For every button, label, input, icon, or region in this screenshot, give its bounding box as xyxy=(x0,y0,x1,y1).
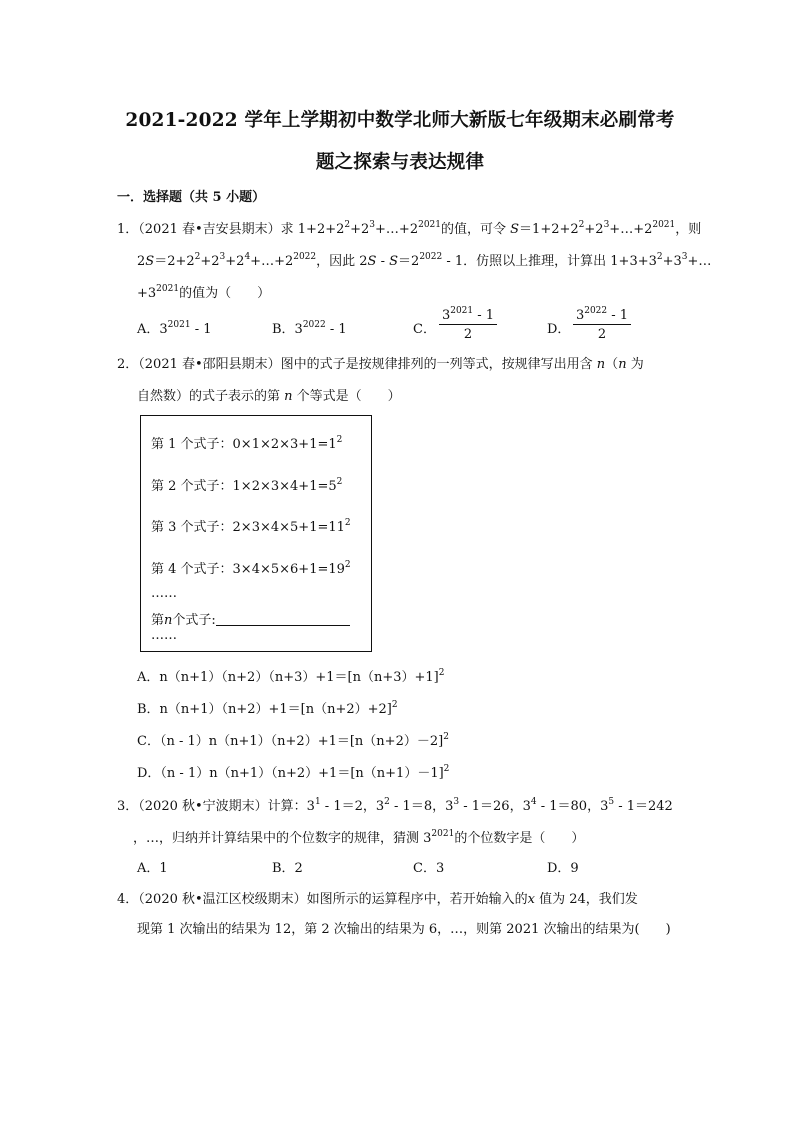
q1-option-b: B．$3^{2022} - 1$ xyxy=(272,320,347,337)
q1-option-d-fraction: $\frac{3^{2022} - 1}{2}$ xyxy=(566,308,638,342)
q2-box-row-4: 第 4 个式子：$3\times 4\times 5\times 6+1=19^2$ xyxy=(151,560,351,577)
q3-line-2: ，…，归纳并计算结果中的个位数字的规律，猜测 $3^{2021}$的个位数字是（ ） xyxy=(133,829,585,846)
q2-pattern-box xyxy=(140,415,372,652)
q2-box-ellipsis-1: …… xyxy=(151,586,177,601)
q2-option-d: D．$(n - 1)n(n+1)(n+2)+1=[n(n+1)-1]^2$ xyxy=(137,764,450,781)
q3-option-d: D．9 xyxy=(547,861,579,876)
answer-blank xyxy=(216,613,350,626)
q3-option-c: C．3 xyxy=(413,861,445,876)
section-heading: 一．选择题（共 5 小题） xyxy=(117,190,266,205)
q1-line-1: 1．（2021 春•吉安县期末）求 $1+2+2^2+2^3+\dots+2^{2021}$的值，可令 $S=1+2+2^2+2^3+\dots+2^{2021}$，则 xyxy=(117,220,702,237)
q1-option-c: C． xyxy=(413,322,436,337)
q3-option-a: A．1 xyxy=(137,861,168,876)
q2-option-c: C．$(n - 1)n(n+1)(n+2)+1=[n(n+2)-2]^2$ xyxy=(137,732,449,749)
q2-box-row-1: 第 1 个式子：$0\times 1\times 2\times 3+1=1^2$ xyxy=(151,435,343,452)
q2-option-a: A．$n(n+1)(n+2)(n+3)+1=[n(n+3)+1]^2$ xyxy=(137,668,445,685)
q4-line-1: 4．（2020 秋•温江区校级期末）如图所示的运算程序中，若开始输入的x 值为 24，我们发 xyxy=(117,892,638,907)
q4-line-2: 现第 1 次输出的结果为 12，第 2 次输出的结果为 6，…，则第 2021 次输出的结果为( ) xyxy=(137,922,671,937)
q2-option-b: B．$n(n+1)(n+2)+1=[n(n+2)+2]^2$ xyxy=(137,700,398,717)
q3-line-1: 3．（2020 秋•宁波期末）计算：$3^1 - 1=2$，$3^2 - 1=8$，$3^3 - 1=26$，$3^4 - 1=80$，$3^5 - 1=242$ xyxy=(117,797,673,814)
q2-box-row-2: 第 2 个式子：$1\times 2\times 3\times 4+1=5^2$ xyxy=(151,477,343,494)
q2-box-ellipsis-2: …… xyxy=(151,628,177,643)
q1-line-3: $+3^{2021}$的值为（ ） xyxy=(137,284,271,301)
q1-line-2: $2S=2+2^2+2^3+2^4+\dots+2^{2022}$，因此 $2S - S=2^{2022} - 1$．仿照以上推理，计算出 $1+3+3^2+3^3+\dots$ xyxy=(137,252,712,269)
q1-option-c-fraction: $\frac{3^{2021} - 1}{2}$ xyxy=(432,308,504,342)
document-title-line-1: 2021-2022 学年上学期初中数学北师大新版七年级期末必刷常考 xyxy=(125,110,675,131)
q1-option-d: D． xyxy=(547,322,571,337)
q3-option-b: B．2 xyxy=(272,861,303,876)
q2-line-1: 2．（2021 春•邵阳县期末）图中的式子是按规律排列的一列等式，按规律写出用含 n（n 为 xyxy=(117,357,644,372)
document-title-line-2: 题之探索与表达规律 xyxy=(315,152,485,173)
q2-line-2: 自然数）的式子表示的第 n 个等式是（ ） xyxy=(137,389,401,404)
q1-option-a: A．$3^{2021} - 1$ xyxy=(137,320,212,337)
q2-box-row-n: 第n个式子: xyxy=(151,609,350,628)
q2-box-row-3: 第 3 个式子：$2\times 3\times 4\times 5+1=11^2$ xyxy=(151,518,351,535)
